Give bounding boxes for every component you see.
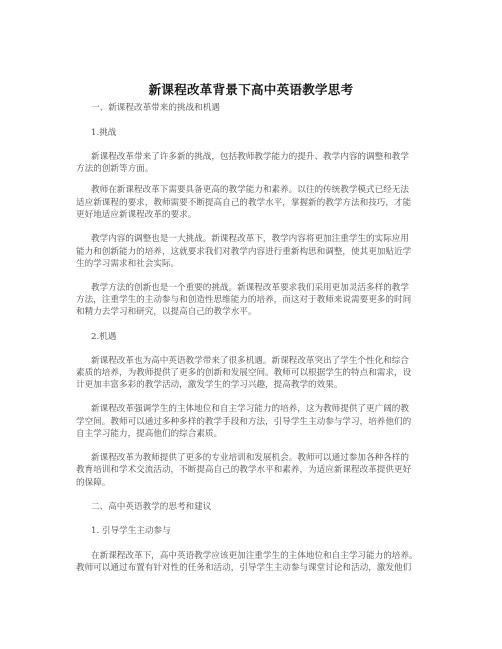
paragraph-line: 方法，注重学生的主动参与和创造性思维能力的培养，而这对于教师来说需要更多的时间 [76, 295, 412, 305]
section-heading: 二、高中英语教学的思考和建议 [91, 502, 212, 512]
paragraph-line: 更好地适应新课程改革的要求。 [76, 210, 197, 220]
section-heading: 2.机遇 [91, 332, 117, 342]
paragraph-line: 计更加丰富多彩的教学活动，激发学生的学习兴趣，提高教学的效果。 [76, 380, 343, 390]
paragraph-line: 教师在新课程改革下需要具备更高的教学能力和素养。以往的传统教学模式已经无法 [91, 185, 409, 195]
paragraph-line: 生的学习需求和社会实际。 [76, 259, 180, 269]
paragraph-line: 和精力去学习和研究，以提高自己的教学水平。 [76, 307, 257, 317]
paragraph-line: 自主学习能力，提高他们的综合素质。 [76, 429, 223, 439]
paragraph-line: 学空间。教师可以通过多种多样的教学手段和方法，引导学生主动参与学习，培养他们的 [76, 417, 412, 427]
paragraph-line: 素质的培养，为教师提供了更多的创新和发展空间。教师可以根据学生的特点和需求，设 [76, 368, 412, 378]
section-heading: 1. 引导学生主动参与 [91, 526, 171, 536]
paragraph-line: 教师可以通过布置有针对性的任务和活动，引导学生主动参与课堂讨论和活动，激发他们 [76, 563, 412, 573]
paragraph-line: 适应新课程的要求，教师需要不断提高自己的教学水平，掌握新的教学方法和技巧，才能 [76, 198, 412, 208]
paragraph-line: 新课程改革也为高中英语教学带来了很多机遇。新课程改革突出了学生个性化和综合 [91, 356, 409, 366]
paragraph-line: 新课程改革强调学生的主体地位和自主学习能力的培养，这为教师提供了更广阔的教 [91, 404, 409, 414]
paragraph-line: 在新课程改革下，高中英语教学应该更加注重学生的主体地位和自主学习能力的培养。 [91, 551, 418, 561]
paragraph-line: 教育培训和学术交流活动，不断提高自己的教学水平和素养，为适应新课程改革提供更好 [76, 465, 412, 475]
section-heading: 1.挑战 [91, 128, 117, 138]
paragraph-line: 新课程改革为教师提供了更多的专业培训和发展机会。教师可以通过参加各种各样的 [91, 453, 409, 463]
paragraph-line: 教学内容的调整也是一大挑战。新课程改革下，教学内容将更加注重学生的实际应用 [91, 234, 409, 244]
paragraph-line: 新课程改革带来了许多新的挑战，包括教师教学能力的提升、教学内容的调整和教学 [91, 152, 409, 162]
paragraph-line: 方法的创新等方面。 [76, 164, 154, 174]
paragraph-line: 的保障。 [76, 478, 111, 488]
section-heading: 一、新课程改革带来的挑战和机遇 [91, 103, 220, 113]
paragraph-line: 能力和创新能力的培养，这就要求我们对教学内容进行重新构思和调整，使其更加贴近学 [76, 247, 412, 257]
paragraph-line: 教学方法的创新也是一个重要的挑战。新课程改革要求我们采用更加灵活多样的教学 [91, 283, 409, 293]
document-title: 新课程改革背景下高中英语教学思考 [148, 82, 354, 97]
